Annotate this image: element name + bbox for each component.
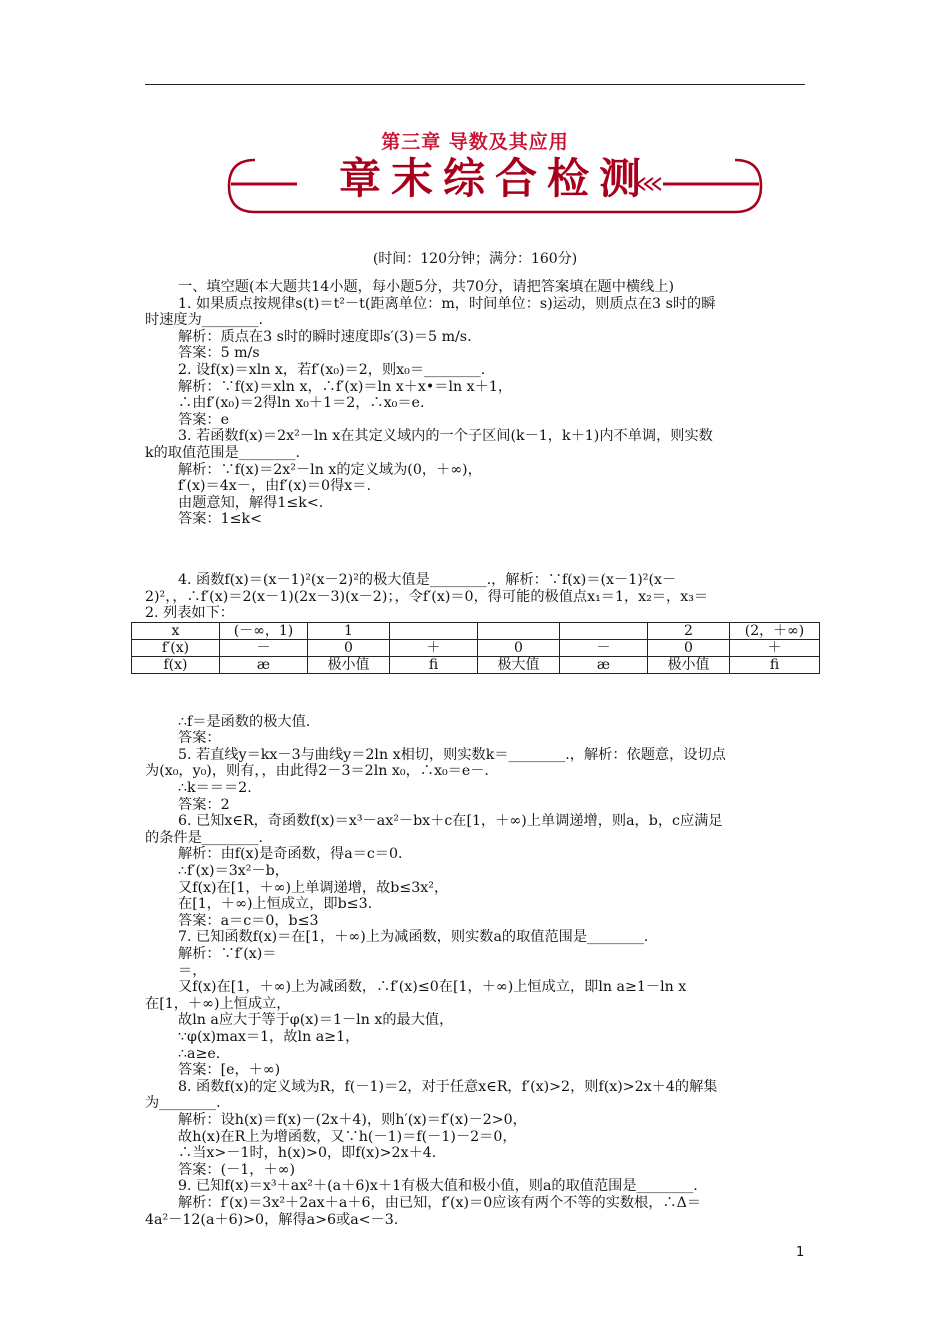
text-line: 7. 已知函数f(x)＝在[1，＋∞)上为减函数，则实数a的取值范围是________. [178,929,649,946]
text-line: 8. 函数f(x)的定义域为R，f(－1)＝2，对于任意x∈R，f′(x)>2，则f(x)>2x＋4的解集 [178,1078,718,1095]
text-line: 2)²，，∴f′(x)＝2(x－1)(2x－3)(x－2)；，令f′(x)＝0，得可能的极值点x₁＝1，x₂＝，x₃＝ [145,588,709,605]
table-cell: － [220,639,308,656]
table-cell: 0 [308,639,390,656]
table-cell [390,622,478,639]
text-line: 在[1，＋∞)上恒成立，即b≤3. [178,896,373,913]
questions-1-3 [145,279,807,528]
table-cell: ＋ [730,639,820,656]
text-line: 解析：∵f(x)＝2x²－ln x的定义域为(0，＋∞)， [178,461,482,478]
time-info: (时间：120分钟；满分：160分) [372,251,578,267]
table-cell: f(x) [132,656,220,673]
table-cell: 极大值 [478,656,560,673]
text-line: 5. 若直线y＝kx－3与曲线y＝2ln x相切，则实数k＝________.，解析：依题意，设切点 [178,746,726,763]
table-cell: 极小值 [648,656,730,673]
text-line: 为(x₀，y₀)，则有，，由此得2－3＝2ln x₀，∴x₀＝e－. [145,763,489,780]
text-line: 2. 列表如下： [145,605,234,622]
table-row [132,656,820,673]
spacer [145,674,807,714]
table-cell: ﬁ [730,656,820,673]
text-line: 2. 设f(x)＝xln x，若f′(x₀)＝2，则x₀＝________. [178,361,486,378]
table-cell: æ [560,656,648,673]
text-line: 答案：2 [178,796,230,813]
text-line: 答案：[e，＋∞) [178,1062,281,1079]
text-line: 1. 如果质点按规律s(t)＝t²－t(距离单位：m，时间单位：s)运动，则质点在3 s时的瞬 [178,295,716,312]
text-line: 故ln a应大于等于φ(x)＝1－ln x的最大值， [178,1012,454,1029]
document-body [145,279,807,1228]
questions-4-9 [145,714,807,1228]
text-line: ∵φ(x)max＝1，故ln a≥1， [178,1028,360,1045]
text-line: 时速度为________. [145,312,264,329]
text-line: k的取值范围是________. [145,444,300,461]
table-cell: 0 [478,639,560,656]
text-line: f′(x)＝4x－，由f′(x)＝0得x＝. [178,478,371,495]
banner [225,148,765,218]
text-line: 答案：1≤k< [178,511,262,528]
header-rule [145,84,805,85]
chapter-title: 第三章 导数及其应用 [381,131,569,153]
text-line: 解析：质点在3 s时的瞬时速度即s′(3)＝5 m/s. [178,328,472,345]
text-line: 解析：由f(x)是奇函数，得a＝c＝0. [178,846,403,863]
text-line: 的条件是________. [145,829,264,846]
text-line: 9. 已知f(x)＝x³＋ax²＋(a＋6)x＋1有极大值和极小值，则a的取值范围是________. [178,1178,698,1195]
table-cell [478,622,560,639]
table-cell: æ [220,656,308,673]
text-line: ∴当x>－1时，h(x)>0，即f(x)>2x＋4. [178,1145,437,1162]
table-cell: 极小值 [308,656,390,673]
spacer [145,528,807,572]
text-line: ∴f′(x)＝3x²－b， [178,863,289,880]
text-line: ∴k＝＝＝2. [178,780,252,797]
question-4 [145,572,807,622]
text-line: 一、填空题(本大题共14小题，每小题5分，共70分，请把答案填在题中横线上) [178,279,675,295]
text-line: 又f(x)在[1，＋∞)上单调递增，故b≤3x²， [178,879,449,896]
sign-table [131,622,820,674]
text-line: 解析：∵f(x)＝xln x，∴f′(x)＝ln x＋x•＝ln x＋1， [178,378,513,395]
text-line: 答案：5 m/s [178,345,260,362]
table-row [132,639,820,656]
text-line: 答案：e [178,411,229,428]
text-line: 在[1，＋∞)上恒成立， [145,995,291,1012]
text-line: 又f(x)在[1，＋∞)上为减函数，∴f′(x)≤0在[1，＋∞)上恒成立，即ln a≥1－ln x [178,979,687,996]
table-cell: (2，＋∞) [730,622,820,639]
text-line: 解析：设h(x)＝f(x)－(2x＋4)，则h′(x)＝f′(x)－2>0， [178,1111,527,1128]
text-line: 解析：∵f′(x)＝ [178,946,277,962]
table-cell [560,622,648,639]
text-line: 为________. [145,1095,221,1112]
text-line: ∴a≥e. [178,1045,221,1062]
table-cell: ﬁ [390,656,478,673]
text-line: 解析：f′(x)＝3x²＋2ax＋a＋6，由已知，f′(x)＝0应该有两个不等的实数根，∴Δ＝ [178,1194,702,1211]
table-cell: ＋ [390,639,478,656]
text-line: 4. 函数f(x)＝(x－1)²(x－2)²的极大值是________.，解析：∵f(x)＝(x－1)²(x－ [178,571,677,588]
table-cell: 2 [648,622,730,639]
text-line: ∴f＝是函数的极大值. [178,713,311,730]
text-line: 答案：(－1，＋∞) [178,1161,296,1178]
table-cell: (－∞，1) [220,622,308,639]
text-line: 答案：a＝c＝0，b≤3 [178,912,319,929]
text-line: 答案： [178,730,221,747]
table-cell: x [132,622,220,639]
table-cell: 0 [648,639,730,656]
table-cell: 1 [308,622,390,639]
table-cell: － [560,639,648,656]
table-cell: f′(x) [132,639,220,656]
text-line: 6. 已知x∈R，奇函数f(x)＝x³－ax²－bx＋c在[1，＋∞)上单调递增，则a，b，c应满足 [178,813,723,830]
text-line: 4a²－12(a＋6)>0，解得a>6或a<－3. [145,1211,399,1228]
banner-title: 章末综合检测 [338,154,651,203]
table-row [132,622,820,639]
text-line: 3. 若函数f(x)＝2x²－ln x在其定义域内的一个子区间(k－1，k＋1)内不单调，则实数 [178,428,713,445]
text-line: ＝， [178,962,207,979]
text-line: 由题意知，解得1≤k<. [178,494,324,511]
page-number: 1 [796,1245,805,1260]
text-line: ∴由f′(x₀)＝2得ln x₀＋1＝2，∴x₀＝e. [178,395,425,412]
text-line: 故h(x)在R上为增函数，又∵h(－1)＝f(－1)－2＝0， [178,1128,517,1145]
